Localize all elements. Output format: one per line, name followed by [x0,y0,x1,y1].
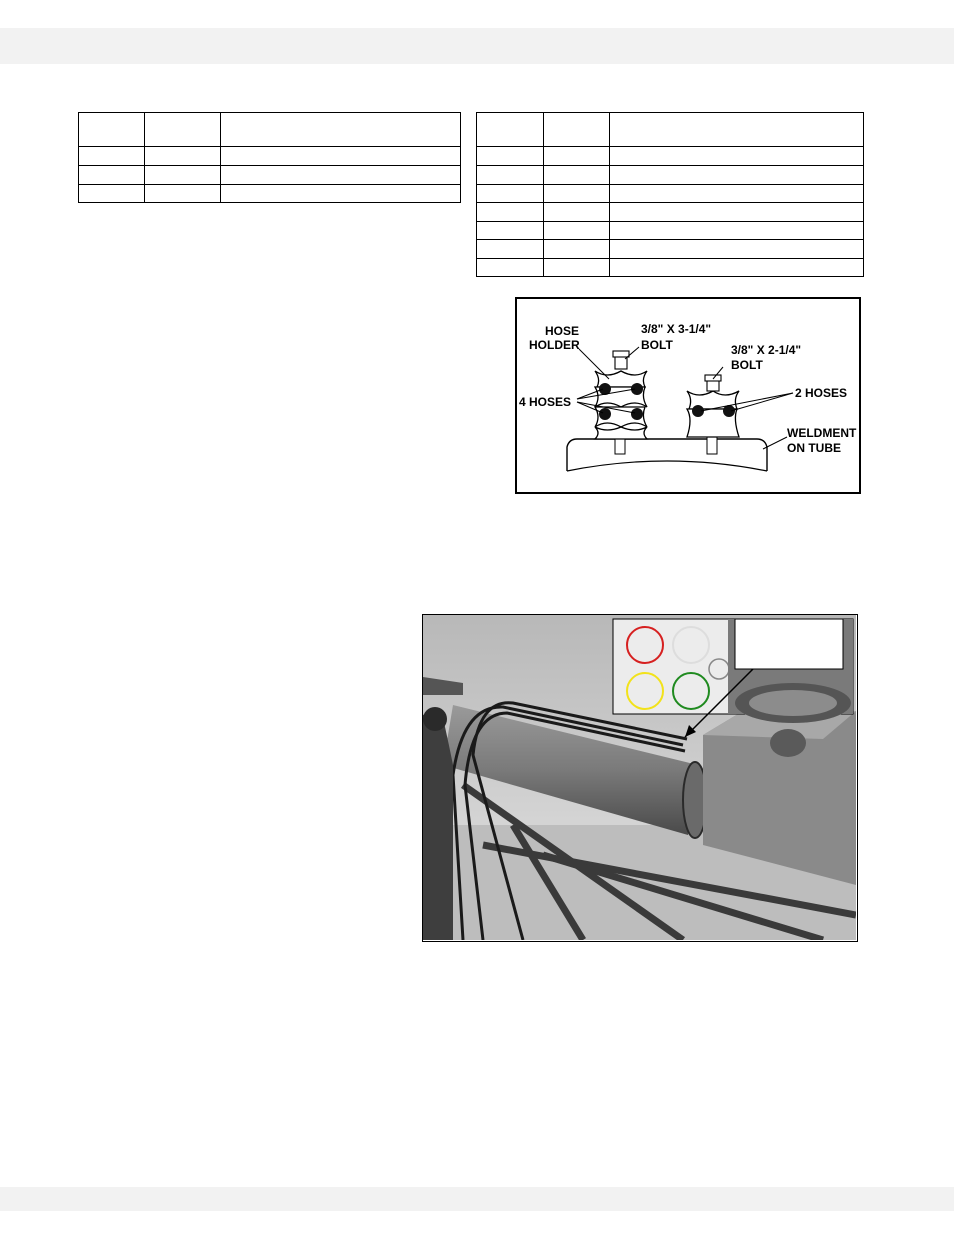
table-cell [79,147,145,166]
table-row [79,185,461,203]
bolt-short-label: BOLT [731,358,763,372]
table-cell [610,240,864,259]
table-row [477,185,864,203]
table-cell [79,113,145,147]
table-cell [610,259,864,277]
hose-holder-label-line2: HOLDER [529,338,580,352]
table-row [79,147,461,166]
table-cell [610,185,864,203]
table-cell [145,113,221,147]
table-row [477,203,864,222]
table-row [477,147,864,166]
bolt-long-size-label: 3/8" X 3-1/4" [641,322,712,336]
hose-holder-diagram [515,297,861,494]
table-row [477,259,864,277]
table-row [477,222,864,240]
table-header-row [79,113,461,147]
table-cell [221,185,461,203]
table-cell [610,166,864,185]
spec-table-right [476,112,864,277]
table-cell [544,240,610,259]
table-cell [544,185,610,203]
weldment-label: WELDMENT [787,426,857,440]
hose-holder-drawing [517,299,859,492]
table-cell [610,113,864,147]
footer-band [0,1187,954,1211]
weldment-label-line2: ON TUBE [787,441,841,455]
table-cell [145,147,221,166]
table-cell [79,166,145,185]
hose-holder-four [595,371,647,439]
table-row [477,166,864,185]
table-header-row [477,113,864,147]
table-cell [221,166,461,185]
header-band [0,28,954,64]
inset-callout-box [735,619,843,669]
table-cell [544,222,610,240]
table-cell [477,147,544,166]
auger-photo-drawing [423,615,856,940]
bolt-short-size-label: 3/8" X 2-1/4" [731,343,802,357]
table-cell [477,166,544,185]
table-cell [610,147,864,166]
table-cell [221,113,461,147]
table-cell [145,166,221,185]
table-cell [477,222,544,240]
table-cell [477,259,544,277]
table-cell [79,185,145,203]
hose [599,408,611,420]
hose [631,408,643,420]
table-row [477,240,864,259]
bolt-long-label: BOLT [641,338,673,352]
table-cell [544,147,610,166]
table-cell [610,203,864,222]
two-hoses-label: 2 HOSES [795,386,848,400]
four-hoses-label: 4 HOSES [519,395,572,409]
table-row [79,166,461,185]
table-cell [477,113,544,147]
operator [423,712,453,940]
table-cell [477,185,544,203]
auger-hose-photo [422,614,858,942]
table-cell [544,166,610,185]
table-cell [544,259,610,277]
hose-holder-label: HOSE [545,324,580,338]
table-cell [544,203,610,222]
table-cell [221,147,461,166]
table-cell [477,203,544,222]
table-cell [610,222,864,240]
table-cell [544,113,610,147]
spec-table-left [78,112,461,203]
table-cell [145,185,221,203]
table-cell [477,240,544,259]
